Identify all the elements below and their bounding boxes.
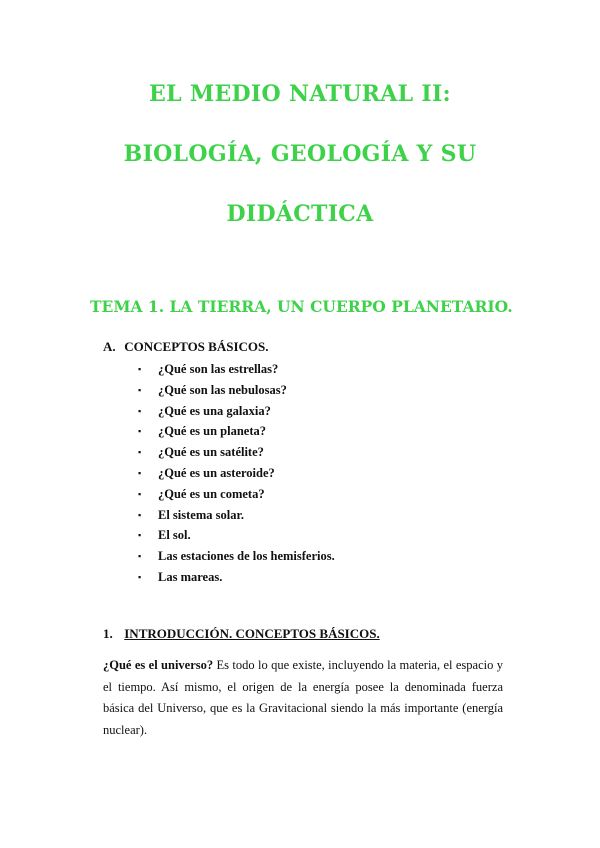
list-item-text: ¿Qué es una galaxia?	[158, 403, 271, 418]
list-item	[138, 567, 335, 588]
body-paragraph	[103, 655, 503, 741]
list-item-text: El sistema solar.	[158, 507, 244, 522]
paragraph-lead: ¿Qué es el universo?	[103, 658, 214, 672]
title-line-2: BIOLOGÍA, GEOLOGÍA Y SU	[123, 141, 477, 167]
bullet-icon: ▪	[138, 384, 142, 395]
title-line-1: EL MEDIO NATURAL II:	[149, 81, 451, 107]
list-item	[138, 442, 335, 463]
paragraph-body: Es todo lo que existe, incluyendo la materia, el espacio y el tiempo. Así mismo, el origen de la energía posee la denominada fuerza básica del Universo, que es la Gravitacional siendo la más importante (energía nuclear).	[103, 658, 503, 737]
list-item-text: ¿Qué son las nebulosas?	[158, 382, 287, 397]
list-item-text: ¿Qué es un asteroide?	[158, 465, 275, 480]
list-item-text: ¿Qué es un planeta?	[158, 424, 267, 439]
section-a-heading-text: CONCEPTOS BÁSICOS.	[124, 339, 269, 354]
bullet-icon: ▪	[138, 467, 142, 478]
bullet-icon: ▪	[138, 364, 142, 374]
bullet-icon: ▪	[138, 530, 142, 541]
bullet-icon: ▪	[138, 571, 142, 582]
list-item	[138, 359, 335, 380]
list-item	[138, 401, 335, 422]
list-item	[138, 380, 335, 401]
list-item-text: ¿Qué es un cometa?	[158, 486, 265, 501]
tema-heading: TEMA 1. LA TIERRA, UN CUERPO PLANETARIO.	[90, 297, 513, 316]
document-title	[0, 76, 600, 256]
list-item	[138, 463, 335, 484]
section-1-heading	[103, 626, 380, 642]
title-line-3: DIDÁCTICA	[226, 201, 374, 227]
list-item	[138, 546, 335, 567]
list-item	[138, 484, 335, 505]
list-item-text: El sol.	[158, 528, 191, 543]
list-item-text: Las estaciones de los hemisferios.	[158, 549, 335, 564]
list-item	[138, 505, 335, 526]
bullet-icon: ▪	[138, 551, 142, 562]
section-a-heading	[103, 339, 269, 355]
list-item-text: Las mareas.	[158, 569, 223, 584]
bullet-icon: ▪	[138, 426, 142, 437]
bullet-icon: ▪	[138, 509, 142, 520]
list-item-text: ¿Qué es un satélite?	[158, 445, 264, 460]
bullet-icon: ▪	[138, 405, 142, 416]
list-item-text: ¿Qué son las estrellas?	[158, 362, 279, 376]
list-item	[138, 525, 335, 546]
bullet-icon: ▪	[138, 447, 142, 458]
concepts-list	[138, 359, 335, 588]
section-1-heading-text: INTRODUCCIÓN. CONCEPTOS BÁSICOS.	[124, 626, 380, 641]
section-1-marker: 1.	[103, 626, 113, 641]
list-item	[138, 421, 335, 442]
section-a-marker: A.	[103, 339, 116, 354]
bullet-icon: ▪	[138, 488, 142, 499]
